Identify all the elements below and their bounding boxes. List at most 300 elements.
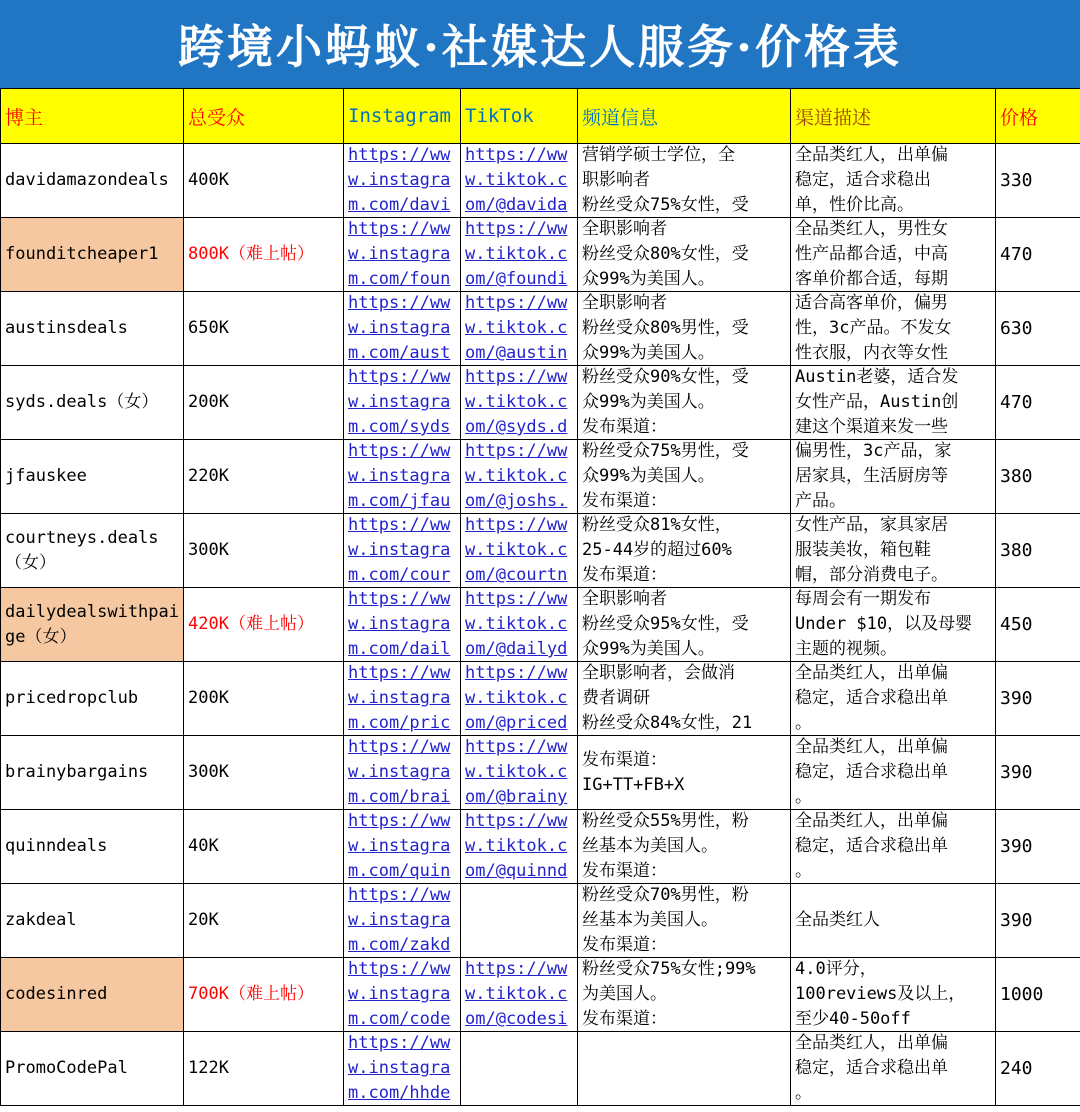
tiktok-link[interactable] (465, 440, 575, 513)
instagram-link-line: w.instagra (348, 540, 451, 560)
channel-info-line: 粉丝受众95%女性，受 (582, 614, 749, 634)
total-audience (184, 810, 343, 883)
instagram-link-cell (344, 958, 460, 1031)
instagram-link[interactable] (348, 810, 458, 883)
total-audience-line: 700K（难上帖） (188, 984, 314, 1004)
channel-info (578, 292, 790, 365)
channel-info (578, 1032, 790, 1105)
tiktok-link-cell (461, 662, 577, 735)
instagram-link-line: w.instagra (348, 836, 451, 856)
channel-description-line: 全品类红人，出单偏 (795, 1033, 948, 1053)
total-audience (184, 1032, 343, 1105)
price-line: 390 (1000, 836, 1033, 857)
channel-description-line: 女性产品，家具家居 (795, 515, 948, 535)
total-audience-line: 200K (188, 688, 229, 708)
instagram-link-line: m.com/code (348, 1009, 451, 1029)
channel-info-line: 发布渠道： (582, 417, 667, 437)
blogger-name (1, 514, 183, 587)
table-row (1, 218, 1080, 292)
channel-description (791, 218, 995, 291)
total-audience (184, 884, 343, 957)
blogger-name-line: zakdeal (5, 910, 77, 930)
instagram-link-line: m.com/jfau (348, 491, 451, 511)
tiktok-link[interactable] (465, 958, 575, 1031)
tiktok-link-cell (461, 884, 577, 957)
channel-description-line: 。 (795, 1083, 812, 1103)
channel-info-line: 众99%为美国人。 (582, 392, 715, 412)
table-row (1, 514, 1080, 588)
channel-info-line: 粉丝受众81%女性， (582, 515, 732, 535)
total-audience (184, 440, 343, 513)
channel-description (791, 144, 995, 217)
total-audience (184, 958, 343, 1031)
channel-info-line: 众99%为美国人。 (582, 639, 715, 659)
instagram-link-line: https://ww (348, 293, 451, 313)
blogger-name (1, 366, 183, 439)
channel-description (791, 440, 995, 513)
total-audience-line: 220K (188, 466, 229, 486)
instagram-link[interactable] (348, 662, 458, 735)
channel-info-line: IG+TT+FB+X (582, 774, 685, 795)
tiktok-link-line: w.tiktok.c (465, 318, 568, 338)
tiktok-link-cell (461, 514, 577, 587)
channel-description-line: 性产品都合适，中高 (795, 244, 948, 264)
channel-description-line: 单，性价比高。 (795, 195, 914, 215)
price-line: 1000 (1000, 984, 1044, 1005)
channel-description (791, 736, 995, 809)
instagram-link[interactable] (348, 884, 458, 957)
table-row (1, 1032, 1080, 1106)
channel-info-line: 粉丝受众70%男性，粉 (582, 885, 749, 905)
instagram-link-line: m.com/foun (348, 269, 451, 289)
table-row (1, 884, 1080, 958)
price-line: 380 (1000, 540, 1033, 561)
instagram-link-line: w.instagra (348, 170, 451, 190)
tiktok-link-line: https://ww (465, 959, 568, 979)
tiktok-link[interactable] (465, 588, 575, 661)
price (996, 958, 1080, 1031)
total-audience (184, 366, 343, 439)
tiktok-link[interactable] (465, 292, 575, 365)
instagram-link-line: https://ww (348, 1033, 451, 1053)
tiktok-link[interactable] (465, 366, 575, 439)
blogger-name-line: austinsdeals (5, 318, 128, 338)
column-header-info: 频道信息 (578, 89, 791, 144)
price-line: 390 (1000, 762, 1033, 783)
price (996, 736, 1080, 809)
instagram-link-line: https://ww (348, 589, 451, 609)
instagram-link-line: https://ww (348, 367, 451, 387)
channel-info-line: 粉丝受众75%女性，受 (582, 195, 749, 215)
price (996, 588, 1080, 661)
total-audience-line: 300K (188, 762, 229, 782)
price-line: 450 (1000, 614, 1033, 635)
channel-info (578, 588, 790, 661)
tiktok-link-line: om/@joshs. (465, 491, 568, 511)
channel-description (791, 810, 995, 883)
total-audience (184, 144, 343, 217)
channel-description-line: 全品类红人，男性女 (795, 219, 948, 239)
blogger-name (1, 662, 183, 735)
instagram-link-line: w.instagra (348, 1058, 451, 1078)
column-header-desc: 渠道描述 (791, 89, 996, 144)
price-line: 380 (1000, 466, 1033, 487)
channel-info-line: 发布渠道： (582, 935, 667, 955)
channel-description-line: 产品。 (795, 491, 846, 511)
column-header-price: 价格 (996, 89, 1080, 144)
page-title: 跨境小蚂蚁·社媒达人服务·价格表 (0, 0, 1080, 88)
channel-info (578, 884, 790, 957)
channel-info-line: 发布渠道： (582, 1009, 667, 1029)
total-audience-line: 200K (188, 392, 229, 412)
instagram-link-line: https://ww (348, 441, 451, 461)
blogger-name-line: founditcheaper1 (5, 244, 159, 264)
instagram-link-line: w.instagra (348, 614, 451, 634)
channel-description-line: 女性产品，Austin创 (795, 392, 959, 412)
channel-description-line: 。 (795, 713, 812, 733)
channel-description-line: 主题的视频。 (795, 639, 897, 659)
channel-description-line: 全品类红人 (795, 910, 880, 930)
tiktok-link[interactable] (465, 810, 575, 883)
channel-info (578, 958, 790, 1031)
blogger-name-line: （女） (5, 552, 56, 573)
instagram-link[interactable] (348, 144, 458, 217)
tiktok-link-line: https://ww (465, 589, 568, 609)
blogger-name (1, 1032, 183, 1105)
tiktok-link-line: https://ww (465, 811, 568, 831)
tiktok-link-cell (461, 292, 577, 365)
channel-description-line: 适合高客单价，偏男 (795, 293, 948, 313)
instagram-link-cell (344, 810, 460, 883)
instagram-link-line: w.instagra (348, 466, 451, 486)
blogger-name (1, 884, 183, 957)
tiktok-link-line: om/@davida (465, 195, 568, 215)
total-audience (184, 514, 343, 587)
instagram-link[interactable] (348, 588, 458, 661)
instagram-link-cell (344, 662, 460, 735)
blogger-name-line: courtneys.deals (5, 527, 159, 548)
price-line: 390 (1000, 688, 1033, 709)
channel-description-line: 建这个渠道来发一些 (795, 417, 948, 437)
blogger-name (1, 958, 183, 1031)
channel-info-line: 25-44岁的超过60% (582, 540, 732, 560)
tiktok-link-line: w.tiktok.c (465, 170, 568, 190)
channel-description-line: 稳定，适合求稳出单 (795, 836, 948, 856)
instagram-link-line: w.instagra (348, 688, 451, 708)
tiktok-link-line: w.tiktok.c (465, 466, 568, 486)
tiktok-link[interactable] (465, 144, 575, 217)
channel-info-line: 粉丝受众90%女性，受 (582, 367, 749, 387)
channel-info-line: 全职影响者 (582, 219, 667, 239)
channel-info-line: 全职影响者 (582, 589, 667, 609)
channel-description-line: 至少40-50off (795, 1009, 911, 1029)
channel-info-line: 职影响者 (582, 170, 650, 190)
blogger-name-line: davidamazondeals (5, 170, 169, 190)
total-audience-line: 40K (188, 836, 219, 856)
tiktok-link-line: w.tiktok.c (465, 688, 568, 708)
blogger-name (1, 218, 183, 291)
channel-description (791, 884, 995, 957)
instagram-link-line: m.com/aust (348, 343, 451, 363)
tiktok-link-line: w.tiktok.c (465, 614, 568, 634)
instagram-link-line: https://ww (348, 219, 451, 239)
channel-description-line: 全品类红人，出单偏 (795, 737, 948, 757)
price (996, 662, 1080, 735)
channel-info-line: 粉丝受众84%女性，21 (582, 713, 753, 733)
column-header-instagram: Instagram (344, 89, 461, 144)
channel-description-line: 客单价都合适，每期 (795, 269, 948, 289)
tiktok-link-cell (461, 588, 577, 661)
price-line: 390 (1000, 910, 1033, 931)
tiktok-link[interactable] (465, 662, 575, 735)
blogger-name-line: jfauskee (5, 466, 87, 486)
instagram-link-cell (344, 440, 460, 513)
table-row (1, 958, 1080, 1032)
channel-info-line: 发布渠道： (582, 565, 667, 585)
channel-info-line: 发布渠道： (582, 491, 667, 511)
table-row (1, 366, 1080, 440)
tiktok-link-line: om/@priced (465, 713, 568, 733)
price-line: 470 (1000, 392, 1033, 413)
column-header-blogger: 博主 (1, 89, 184, 144)
channel-info (578, 218, 790, 291)
channel-description-line: 居家具，生活厨房等 (795, 466, 948, 486)
channel-description (791, 588, 995, 661)
channel-info (578, 662, 790, 735)
instagram-link-line: m.com/davi (348, 195, 451, 215)
channel-description-line: 服装美妆，箱包鞋 (795, 540, 931, 560)
channel-info (578, 440, 790, 513)
channel-info-line: 粉丝受众75%女性;99% (582, 959, 756, 979)
total-audience (184, 736, 343, 809)
instagram-link[interactable] (348, 292, 458, 365)
blogger-name (1, 292, 183, 365)
tiktok-link-line: om/@syds.d (465, 417, 568, 437)
instagram-link-line: https://ww (348, 737, 451, 757)
tiktok-link[interactable] (465, 514, 575, 587)
price (996, 884, 1080, 957)
channel-description-line: 帽，部分消费电子。 (795, 565, 948, 585)
instagram-link-line: m.com/zakd (348, 935, 451, 955)
instagram-link-cell (344, 1032, 460, 1105)
instagram-link-line: m.com/dail (348, 639, 451, 659)
tiktok-link-line: om/@dailyd (465, 639, 568, 659)
instagram-link-cell (344, 588, 460, 661)
channel-description-line: 稳定，适合求稳出单 (795, 688, 948, 708)
total-audience-line: 650K (188, 318, 229, 338)
blogger-name (1, 810, 183, 883)
tiktok-link-line: om/@quinnd (465, 861, 568, 881)
tiktok-link-line: w.tiktok.c (465, 392, 568, 412)
instagram-link-line: w.instagra (348, 392, 451, 412)
price (996, 144, 1080, 217)
channel-info-line: 粉丝受众55%男性，粉 (582, 811, 749, 831)
instagram-link-line: m.com/hhde (348, 1083, 451, 1103)
channel-info-line: 发布渠道： (582, 749, 667, 770)
channel-description-line: 100reviews及以上， (795, 984, 966, 1004)
total-audience (184, 588, 343, 661)
instagram-link[interactable] (348, 514, 458, 587)
total-audience-line: 122K (188, 1058, 229, 1078)
channel-info-line: 全职影响者，会做消 (582, 663, 735, 683)
tiktok-link-line: om/@codesi (465, 1009, 568, 1029)
channel-info-line: 全职影响者 (582, 293, 667, 313)
channel-description-line: 每周会有一期发布 (795, 589, 931, 609)
instagram-link-cell (344, 366, 460, 439)
tiktok-link-line: om/@foundi (465, 269, 568, 289)
instagram-link-line: https://ww (348, 811, 451, 831)
blogger-name-line: ge（女） (5, 626, 77, 647)
instagram-link-cell (344, 736, 460, 809)
instagram-link-cell (344, 884, 460, 957)
blogger-name (1, 736, 183, 809)
channel-info-line: 粉丝受众75%男性，受 (582, 441, 749, 461)
price-line: 630 (1000, 318, 1033, 339)
tiktok-link-line: om/@courtn (465, 565, 568, 585)
blogger-name-line: brainybargains (5, 762, 149, 782)
blogger-name (1, 588, 183, 661)
tiktok-link-line: w.tiktok.c (465, 984, 568, 1004)
instagram-link-cell (344, 144, 460, 217)
channel-description (791, 958, 995, 1031)
tiktok-link-cell (461, 144, 577, 217)
tiktok-link-cell (461, 440, 577, 513)
tiktok-link-line: https://ww (465, 145, 568, 165)
price (996, 292, 1080, 365)
channel-description-line: 偏男性，3c产品，家 (795, 441, 952, 461)
tiktok-link-cell (461, 736, 577, 809)
tiktok-link-line: om/@austin (465, 343, 568, 363)
channel-info (578, 366, 790, 439)
channel-info-line: 为美国人。 (582, 984, 667, 1004)
instagram-link[interactable] (348, 958, 458, 1031)
channel-description-line: Under $10，以及母婴 (795, 614, 973, 634)
tiktok-link-line: https://ww (465, 737, 568, 757)
total-audience (184, 218, 343, 291)
total-audience-line: 300K (188, 540, 229, 560)
instagram-link[interactable] (348, 440, 458, 513)
instagram-link-cell (344, 514, 460, 587)
instagram-link-line: w.instagra (348, 910, 451, 930)
table-row (1, 736, 1080, 810)
table-row (1, 440, 1080, 514)
tiktok-link-line: w.tiktok.c (465, 762, 568, 782)
table-row (1, 292, 1080, 366)
channel-description (791, 1032, 995, 1105)
channel-description-line: 4.0评分， (795, 959, 877, 979)
tiktok-link-line: https://ww (465, 219, 568, 239)
column-header-tiktok: TikTok (461, 89, 578, 144)
channel-description-line: 稳定，适合求稳出 (795, 170, 931, 190)
instagram-link-line: https://ww (348, 885, 451, 905)
table-row (1, 810, 1080, 884)
table-row (1, 588, 1080, 662)
instagram-link-line: w.instagra (348, 244, 451, 264)
channel-info (578, 810, 790, 883)
channel-description-line: 全品类红人，出单偏 (795, 663, 948, 683)
tiktok-link-line: w.tiktok.c (465, 836, 568, 856)
price (996, 218, 1080, 291)
channel-description-line: 。 (795, 787, 812, 807)
table-row (1, 144, 1080, 218)
tiktok-link-cell (461, 366, 577, 439)
channel-description (791, 662, 995, 735)
channel-description-line: 稳定，适合求稳出单 (795, 762, 948, 782)
tiktok-link-line: om/@brainy (465, 787, 568, 807)
tiktok-link-line: w.tiktok.c (465, 244, 568, 264)
total-audience-line: 20K (188, 910, 219, 930)
price-line: 330 (1000, 170, 1033, 191)
channel-info-line: 营销学硕士学位，全 (582, 145, 735, 165)
total-audience (184, 292, 343, 365)
channel-info (578, 144, 790, 217)
channel-info-line: 费者调研 (582, 688, 650, 708)
blogger-name-line: syds.deals（女） (5, 392, 159, 412)
channel-info (578, 514, 790, 587)
channel-info-line: 粉丝受众80%女性，受 (582, 244, 749, 264)
tiktok-link-cell (461, 958, 577, 1031)
channel-description-line: 全品类红人，出单偏 (795, 145, 948, 165)
channel-info (578, 736, 790, 809)
blogger-name-line: pricedropclub (5, 688, 139, 708)
blogger-name-line: quinndeals (5, 836, 108, 856)
instagram-link[interactable] (348, 1032, 458, 1105)
blogger-name (1, 440, 183, 513)
total-audience-line: 400K (188, 170, 229, 190)
instagram-link-line: w.instagra (348, 762, 451, 782)
channel-info-line: 众99%为美国人。 (582, 343, 715, 363)
tiktok-link-cell (461, 810, 577, 883)
tiktok-link-cell (461, 218, 577, 291)
total-audience-line: 800K（难上帖） (188, 244, 314, 264)
channel-description-line: Austin老婆，适合发 (795, 367, 959, 387)
tiktok-link-cell (461, 1032, 577, 1105)
instagram-link-line: m.com/cour (348, 565, 451, 585)
channel-description-line: 全品类红人，出单偏 (795, 811, 948, 831)
table-row (1, 662, 1080, 736)
instagram-link[interactable] (348, 218, 458, 291)
tiktok-link[interactable] (465, 218, 575, 291)
channel-info-line: 发布渠道： (582, 861, 667, 881)
total-audience-line: 420K（难上帖） (188, 614, 314, 634)
channel-info-line: 粉丝受众80%男性，受 (582, 318, 749, 338)
total-audience (184, 662, 343, 735)
price-line: 240 (1000, 1058, 1033, 1079)
blogger-name-line: codesinred (5, 984, 108, 1004)
channel-description-line: 稳定，适合求稳出单 (795, 1058, 948, 1078)
tiktok-link-line: https://ww (465, 293, 568, 313)
price-line: 470 (1000, 244, 1033, 265)
channel-description-line: 性，3c产品。不发女 (795, 318, 952, 338)
instagram-link-line: m.com/pric (348, 713, 451, 733)
tiktok-link-line: https://ww (465, 367, 568, 387)
instagram-link-line: m.com/quin (348, 861, 451, 881)
instagram-link-line: w.instagra (348, 318, 451, 338)
tiktok-link-line: https://ww (465, 515, 568, 535)
instagram-link-line: https://ww (348, 959, 451, 979)
instagram-link-line: https://ww (348, 515, 451, 535)
instagram-link[interactable] (348, 366, 458, 439)
blogger-name-line: PromoCodePal (5, 1058, 128, 1078)
channel-description-line: 性衣服，内衣等女性 (795, 343, 948, 363)
channel-description (791, 292, 995, 365)
blogger-name-line: dailydealswithpai (5, 601, 179, 622)
influencer-price-table (0, 88, 1080, 1106)
instagram-link[interactable] (348, 736, 458, 809)
instagram-link-cell (344, 218, 460, 291)
table-header-row (1, 89, 1080, 144)
tiktok-link[interactable] (465, 736, 575, 809)
